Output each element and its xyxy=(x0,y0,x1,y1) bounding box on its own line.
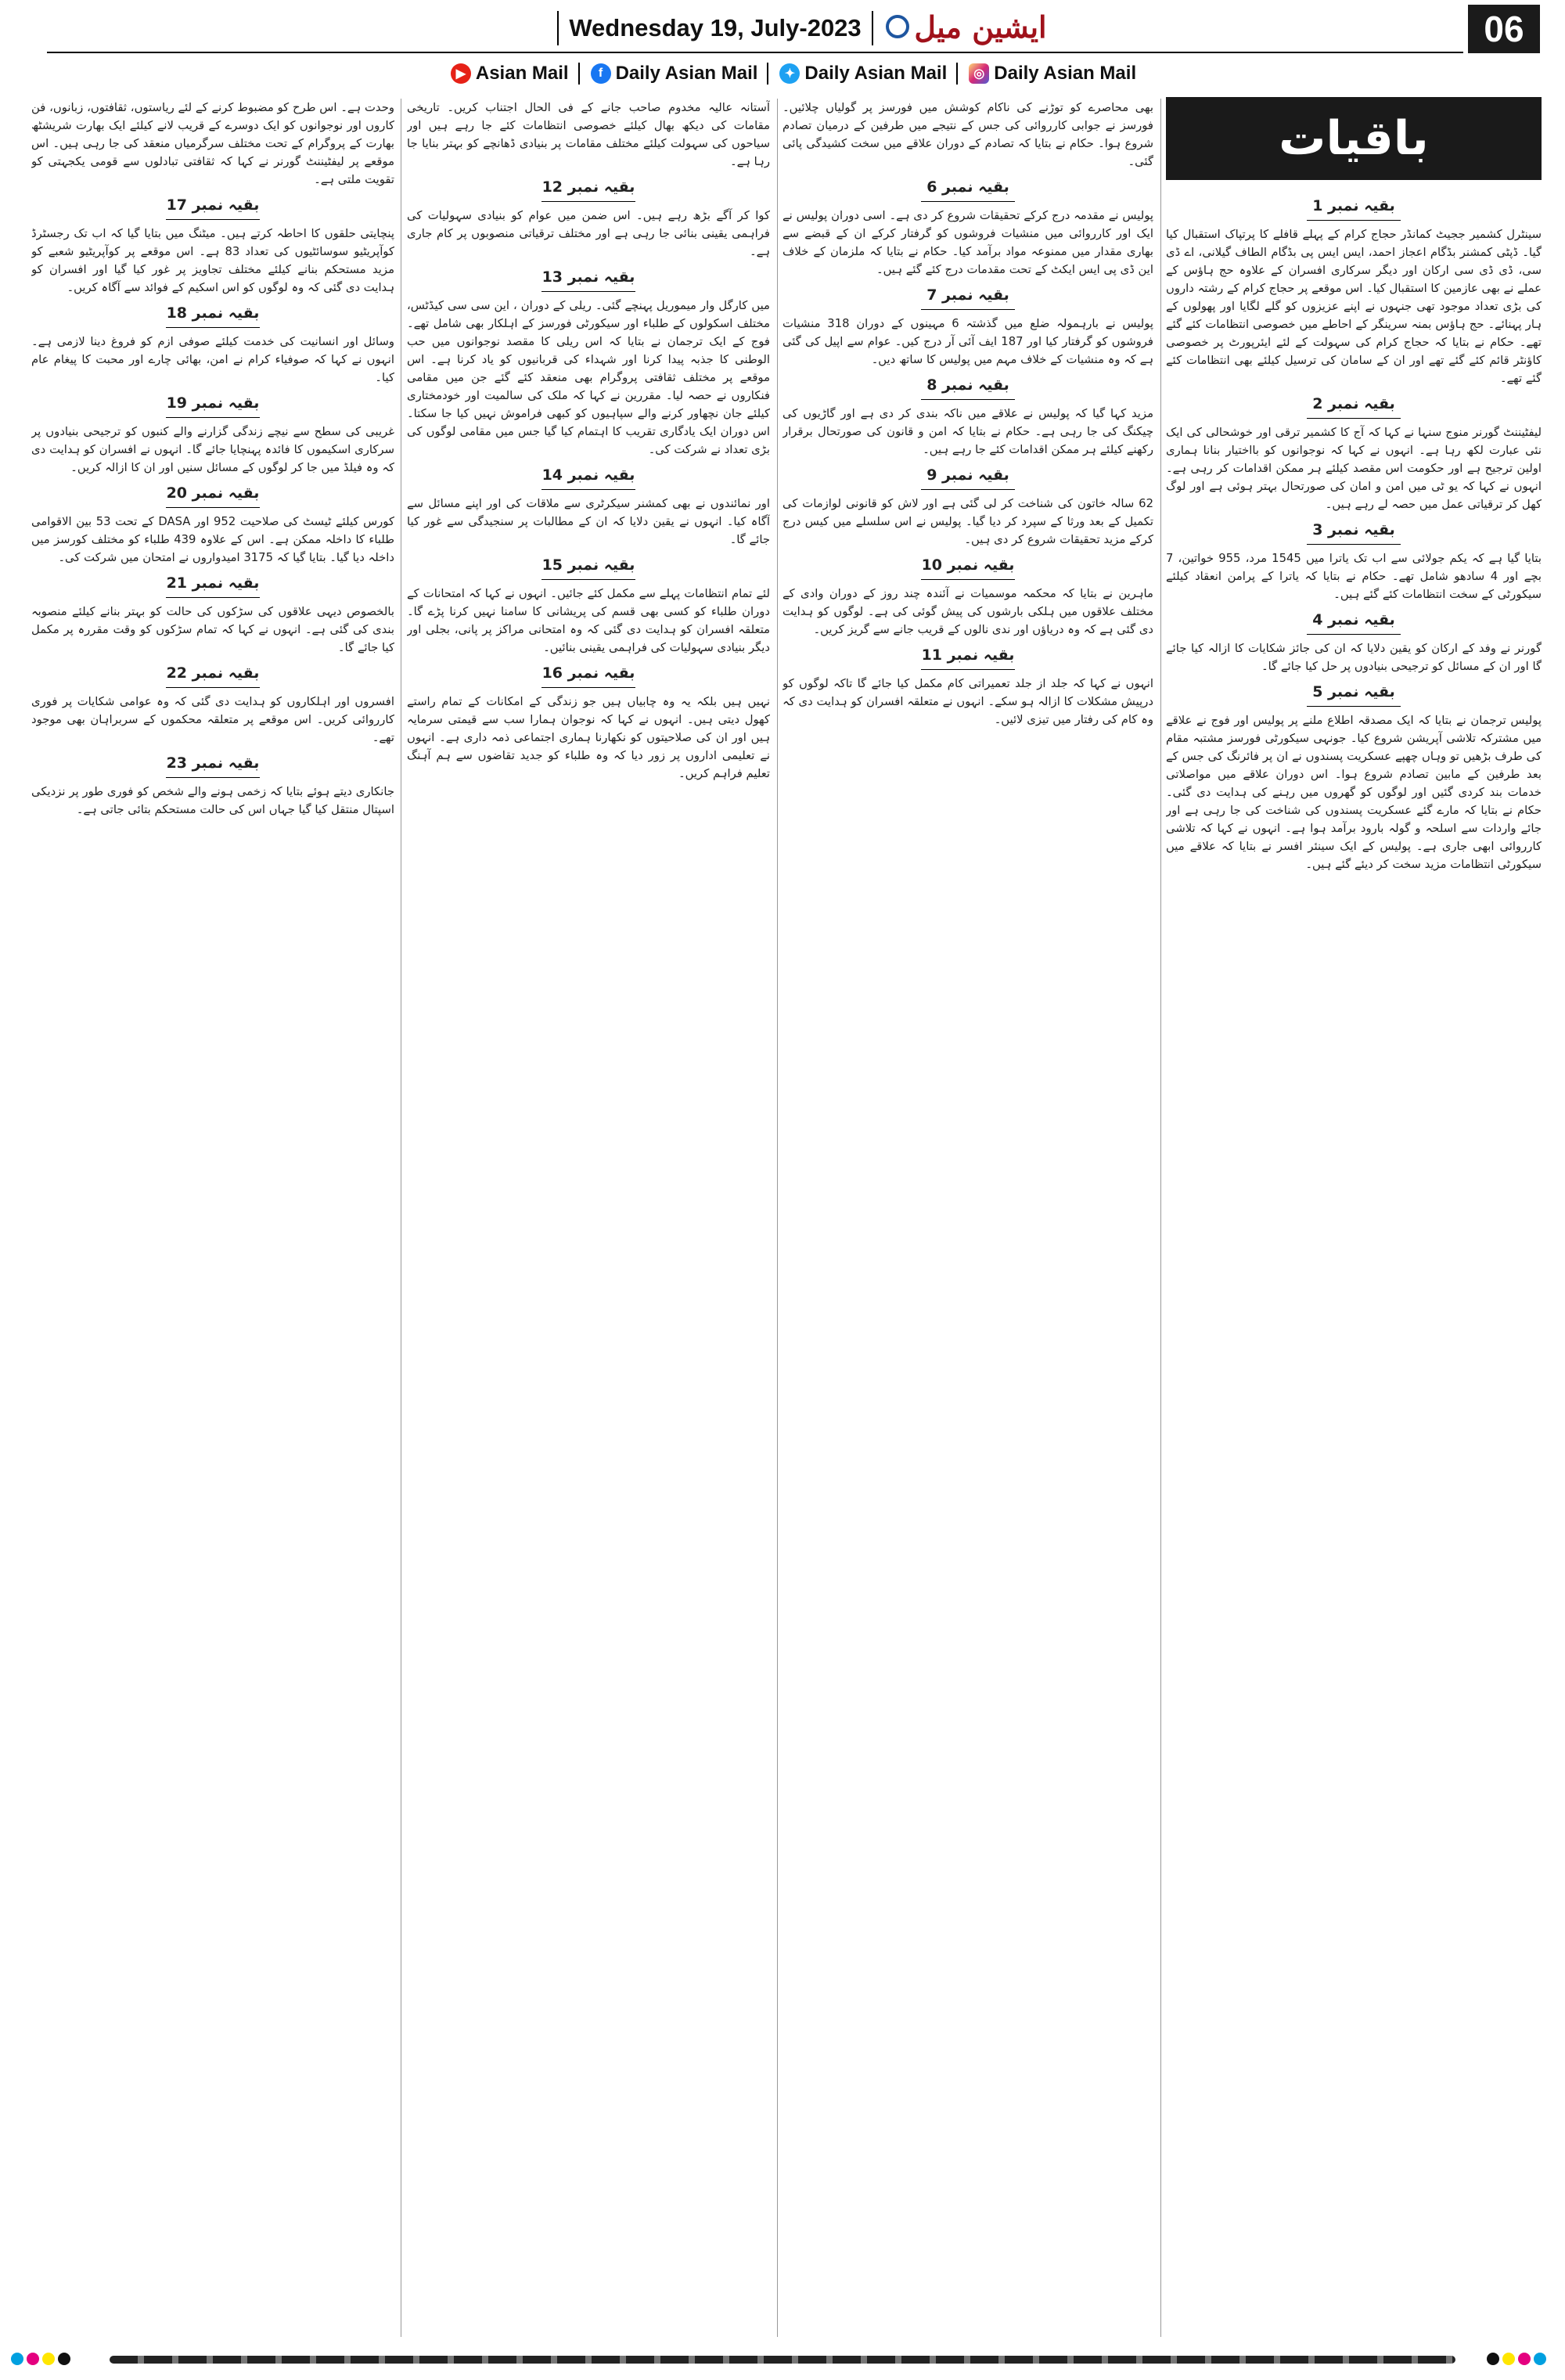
article-block xyxy=(407,556,770,657)
article-text: گورنر نے وفد کے ارکان کو یقین دلایا کہ ان کی جائز شکایات کا ازالہ کیا جائے گا اور ان کے مسائل کو ترجیحی بنیادوں پر حل کیا جائے گا۔ xyxy=(1166,642,1542,673)
article-block xyxy=(1166,197,1542,387)
article-text: پولیس نے مقدمہ درج کرکے تحقیقات شروع کر دی ہے۔ اسی دوران پولیس نے ایک اور کارروائی میں منشیات فروشوں کو گرفتار کرکے ان کے قبضے سے بھاری مقدار میں ممنوعہ مواد برآمد کیا۔ حکام نے بتایا کہ ملزمان کے خلاف این ڈی پی ایس ایکٹ کے تحت مقدمات درج کئے گئے ہیں۔ xyxy=(782,209,1153,276)
article-block xyxy=(1166,611,1542,675)
continuation-heading: بقیہ نمبر 18 xyxy=(31,304,394,328)
article-block xyxy=(782,178,1153,279)
article-block xyxy=(31,99,394,189)
column-2 xyxy=(782,99,1153,2337)
print-strip xyxy=(110,2356,1455,2364)
continuation-heading: بقیہ نمبر 5 xyxy=(1166,683,1542,707)
article-block xyxy=(782,556,1153,639)
article-block xyxy=(31,574,394,657)
article-text: کورس کیلئے ٹیسٹ کی صلاحیت 952 اور DASA کے تحت 53 بین الاقوامی طلباء کا داخلہ ممکن ہے۔ اس کے علاوہ 439 طلباء کو مختلف کورسز میں داخلہ دیا گیا۔ بتایا گیا کہ 3175 امیدواروں نے امتحان میں شرکت کی۔ xyxy=(31,515,394,564)
article-block xyxy=(31,484,394,567)
continuation-heading: بقیہ نمبر 13 xyxy=(407,268,770,292)
column-3 xyxy=(407,99,770,2337)
article-block xyxy=(407,268,770,459)
continuation-heading: بقیہ نمبر 3 xyxy=(1166,521,1542,545)
youtube-icon: ▶ xyxy=(451,63,471,84)
article-block xyxy=(407,178,770,261)
article-block xyxy=(31,394,394,477)
article-text: کوا کر آگے بڑھ رہے ہیں۔ اس ضمن میں عوام کو بنیادی سہولیات کی فراہمی یقینی بنائی جا رہی ہے اور مختلف ترقیاتی منصوبوں پر کام جاری ہے۔ xyxy=(407,209,770,258)
article-text: ماہرین نے بتایا کہ محکمہ موسمیات نے آئندہ چند روز کے دوران وادی کے مختلف علاقوں میں ہلکی بارشوں کی پیش گوئی کی ہے۔ لوگوں کو ہدایت دی گئی ہے کہ وہ دریاؤں اور ندی نالوں کے قریب جانے سے گریز کریں۔ xyxy=(782,587,1153,636)
header-bar xyxy=(0,0,1565,55)
article-text: مزید کہا گیا کہ پولیس نے علاقے میں ناکہ بندی کر دی ہے اور گاڑیوں کی چیکنگ کی جا رہی ہے۔ حکام نے بتایا کہ امن و قانون کی صورتحال برقرار رکھنے کیلئے ہر ممکن اقدامات کئے جا رہے ہیں۔ xyxy=(782,407,1153,456)
continuation-heading: بقیہ نمبر 12 xyxy=(407,178,770,202)
article-block xyxy=(782,466,1153,549)
social-label: Daily Asian Mail xyxy=(994,63,1137,84)
continuation-heading: بقیہ نمبر 19 xyxy=(31,394,394,418)
masthead-logo xyxy=(884,3,1049,50)
article-block xyxy=(782,99,1153,171)
masthead-text: ایشین میل xyxy=(914,9,1047,45)
article-block xyxy=(31,754,394,819)
article-text: لئے تمام انتظامات پہلے سے مکمل کئے جائیں۔ انہوں نے کہا کہ امتحانات کے دوران طلباء کو کسی بھی قسم کی پریشانی کا سامنا نہیں کرنا پڑے گا۔ متعلقہ افسران کو ہدایت دی گئی کہ وہ امتحانی مراکز پر پانی، بجلی اور دیگر بنیادی سہولیات کی فراہمی یقینی بنائیں۔ xyxy=(407,587,770,654)
article-text: آستانہ عالیہ مخدوم صاحب جانے کے فی الحال اجتناب کریں۔ تاریخی مقامات کی دیکھ بھال کیلئے خصوصی انتظامات کئے جا رہے ہیں اور سیاحوں کی سہولت کیلئے مختلف مقامات پر بنیادی ڈھانچے کو بہتر بنایا جا رہا ہے۔ xyxy=(407,101,770,168)
social-label: Daily Asian Mail xyxy=(804,63,948,84)
continuation-heading: بقیہ نمبر 23 xyxy=(31,754,394,778)
social-youtube[interactable] xyxy=(451,63,580,85)
continuation-heading: بقیہ نمبر 4 xyxy=(1166,611,1542,635)
article-text: پولیس نے بارہمولہ ضلع میں گذشتہ 6 مہینوں کے دوران 318 منشیات فروشوں کو گرفتار کیا اور 187 ایف آئی آر درج کیں۔ عوام سے اپیل کی گئی ہے کہ وہ منشیات کے خلاف مہم میں پولیس کا ساتھ دیں۔ xyxy=(782,317,1153,366)
article-text: بالخصوص دیہی علاقوں کی سڑکوں کی حالت کو بہتر بنانے کیلئے منصوبہ بندی کی گئی ہے۔ انہوں نے کہا کہ تمام سڑکوں کو وقت مقررہ پر مکمل کیا جائے گا۔ xyxy=(31,605,394,654)
article-text: 62 سالہ خاتون کی شناخت کر لی گئی ہے اور لاش کو قانونی لوازمات کی تکمیل کے بعد ورثا کے سپرد کر دیا گیا۔ پولیس نے اس سلسلے میں کیس درج کرکے مزید تحقیقات شروع کر دی ہیں۔ xyxy=(782,497,1153,546)
facebook-icon: f xyxy=(591,63,611,84)
article-text: بتایا گیا ہے کہ یکم جولائی سے اب تک یاترا میں 1545 مرد، 955 خواتین، 7 بچے اور 4 سادھو شامل تھے۔ حکام نے بتایا کہ یاترا کے پرامن انعقاد کیلئے سیکورٹی کے سخت انتظامات کئے گئے ہیں۔ xyxy=(1166,552,1542,601)
social-instagram[interactable] xyxy=(969,63,1146,85)
article-block xyxy=(31,304,394,387)
continuation-heading: بقیہ نمبر 2 xyxy=(1166,395,1542,419)
article-block xyxy=(782,376,1153,459)
continuation-heading: بقیہ نمبر 16 xyxy=(407,664,770,688)
column-divider xyxy=(777,99,778,2337)
continuation-heading: بقیہ نمبر 15 xyxy=(407,556,770,580)
article-block xyxy=(1166,395,1542,513)
article-block xyxy=(1166,521,1542,603)
article-text: نہیں ہیں بلکہ یہ وہ چابیاں ہیں جو زندگی کے امکانات کے تمام راستے کھول دیتی ہیں۔ انہوں نے کہا کہ نوجوان ہمارا سب سے قیمتی سرمایہ ہیں اور ان کی صلاحیتوں کو نکھارنا ہماری اجتماعی ذمہ داری ہے۔ انہوں نے تعلیمی اداروں پر زور دیا کہ وہ طلباء کو جدید تقاضوں سے ہم آہنگ تعلیم فراہم کریں۔ xyxy=(407,695,770,780)
social-twitter[interactable] xyxy=(779,63,958,85)
article-block xyxy=(31,196,394,297)
continuation-heading: بقیہ نمبر 22 xyxy=(31,664,394,688)
twitter-icon: ✦ xyxy=(779,63,800,84)
article-block xyxy=(782,646,1153,729)
article-block xyxy=(1166,683,1542,873)
instagram-icon: ◎ xyxy=(969,63,989,84)
article-block xyxy=(31,664,394,747)
article-text: جانکاری دیتے ہوئے بتایا کہ زخمی ہونے والے شخص کو فوری طور پر نزدیکی اسپتال منتقل کیا گیا جہاں اس کی حالت مستحکم بتائی جاتی ہے۔ xyxy=(31,785,394,816)
article-text: اور نمائندوں نے بھی کمشنر سیکرٹری سے ملاقات کی اور اپنے مسائل سے آگاہ کیا۔ انہوں نے یقین دلایا کہ ان کے مطالبات پر سنجیدگی سے غور کیا جائے گا۔ xyxy=(407,497,770,546)
article-text: افسروں اور اہلکاروں کو ہدایت دی گئی کہ وہ عوامی شکایات پر فوری کارروائی کریں۔ اس موقعے پر متعلقہ محکموں کے سربراہان بھی موجود تھے۔ xyxy=(31,695,394,744)
article-text: انہوں نے کہا کہ جلد از جلد تعمیراتی کام مکمل کیا جائے گا تاکہ لوگوں کو درپیش مشکلات کا ازالہ ہو سکے۔ انہوں نے متعلقہ افسران کو ہدایت دی کہ وہ کام کی رفتار میں تیزی لائیں۔ xyxy=(782,677,1153,726)
column-divider xyxy=(1160,99,1161,2337)
social-label: Asian Mail xyxy=(475,63,569,84)
social-label: Daily Asian Mail xyxy=(615,63,758,84)
article-text: وحدت ہے۔ اس طرح کو مضبوط کرنے کے لئے ریاستوں، ثقافتوں، زبانوں، فن کاروں اور نوجوانوں کو ایک دوسرے کے قریب لانے کیلئے ایک بھارت شریشٹھ بھارت کے پروگرام کے تحت مختلف سرگرمیاں منعقد کی جا رہی ہیں۔ اس موقعے پر لیفٹیننٹ گورنر نے کہا کہ ثقافتی تبادلوں سے قومی یکجہتی کو تقویت ملتی ہے۔ xyxy=(31,101,394,186)
article-block xyxy=(782,286,1153,369)
article-text: پولیس ترجمان نے بتایا کہ ایک مصدقہ اطلاع ملنے پر پولیس اور فوج نے علاقے میں مشترکہ تلاشی آپریشن شروع کیا۔ جونہی سیکورٹی فورسز مشتبہ مقام کی طرف بڑھیں تو وہاں چھپے عسکریت پسندوں نے ان پر فائرنگ کی جس کے بعد طرفین کے مابین تصادم شروع ہوا۔ اس دوران علاقے میں مواصلاتی خدمات بند کردی گئیں اور لوگوں کو گھروں میں رہنے کی ہدایت دی گئی۔ حکام نے بتایا کہ مارے گئے عسکریت پسندوں کی شناخت کی جا رہی ہے اور جائے واردات سے اسلحہ و گولہ بارود برآمد ہوا ہے۔ انہوں نے کہا کہ تلاشی کارروائی ابھی جاری ہے۔ پولیس کے ایک سینئر افسر نے بتایا کہ علاقے میں سیکورٹی انتظامات مزید سخت کر دیئے گئے ہیں۔ xyxy=(1166,714,1542,871)
continuation-heading: بقیہ نمبر 10 xyxy=(782,556,1153,580)
dateline: Wednesday 19, July-2023 xyxy=(557,11,873,45)
continuation-heading: بقیہ نمبر 21 xyxy=(31,574,394,598)
color-registration-right xyxy=(1487,2353,1546,2365)
social-facebook[interactable] xyxy=(591,63,769,85)
article-text: وسائل اور انسانیت کی خدمت کیلئے صوفی ازم کو فروغ دینا لازمی ہے۔ انہوں نے کہا کہ صوفیاء کرام نے امن، بھائی چارے اور محبت کا پیغام عام کیا۔ xyxy=(31,335,394,384)
article-text: سینٹرل کشمیر ججیٹ کمانڈر حجاج کرام کے پہلے قافلے کا پرتپاک استقبال کیا گیا۔ ڈپٹی کمشنر بڈگام اعجاز احمد، ایس ایس پی بڈگام الطاف گیلانی، اے ڈی سی، ڈی ڈی سی ارکان اور دیگر سرکاری افسران کے علاوہ حج ہاؤس کے عملے نے بھی عازمین کا استقبال کیا۔ اس موقعے پر حجاج کرام کے رشتہ داروں کی بڑی تعداد موجود تھی جنہوں نے اپنے عزیزوں کو گلے لگایا اور پھولوں کے ہار پہنائے۔ حج ہاؤس بمنہ سرینگر کے احاطے میں خصوصی انتظامات کئے گئے تھے۔ حکام نے بتایا کہ حجاج کرام کی سہولت کے لئے ایئرپورٹ پر خصوصی کاؤنٹر قائم کئے گئے تھے اور ان کے سامان کی ترسیل کیلئے بھی انتظامات کئے گئے تھے۔ xyxy=(1166,228,1542,385)
continuation-heading: بقیہ نمبر 7 xyxy=(782,286,1153,310)
color-registration-left xyxy=(11,2353,70,2365)
continuation-heading: بقیہ نمبر 11 xyxy=(782,646,1153,670)
continuation-heading: بقیہ نمبر 14 xyxy=(407,466,770,490)
section-title: باقیات xyxy=(1166,97,1542,180)
page-number: 06 xyxy=(1468,5,1540,53)
header-divider xyxy=(47,52,1463,53)
article-block xyxy=(407,664,770,783)
column-4 xyxy=(31,99,394,2337)
continuation-heading: بقیہ نمبر 6 xyxy=(782,178,1153,202)
article-text: غریبی کی سطح سے نیچے زندگی گزارنے والے کنبوں کو ترجیحی بنیادوں پر سرکاری اسکیموں کا فائدہ پہنچایا جائے گا۔ انہوں نے افسران کو ہدایت دی کہ وہ فیلڈ میں جا کر لوگوں کے مسائل سنیں اور ان کا ازالہ کریں۔ xyxy=(31,425,394,474)
continuation-heading: بقیہ نمبر 9 xyxy=(782,466,1153,490)
article-text: بھی محاصرے کو توڑنے کی ناکام کوشش میں فورسز پر گولیاں چلائیں۔ فورسز نے جوابی کارروائی کی جس کے نتیجے میں طرفین کے درمیان تصادم شروع ہوا۔ حکام نے بتایا کہ تصادم کے دوران علاقے میں سخت کشیدگی پائی گئی۔ xyxy=(782,101,1153,168)
continuation-heading: بقیہ نمبر 17 xyxy=(31,196,394,220)
article-block xyxy=(407,466,770,549)
continuation-heading: بقیہ نمبر 20 xyxy=(31,484,394,508)
continuation-heading: بقیہ نمبر 8 xyxy=(782,376,1153,400)
column-1 xyxy=(1166,189,1542,2337)
logo-globe-icon xyxy=(886,15,909,38)
article-block xyxy=(407,99,770,171)
article-text: میں کارگل وار میموریل پہنچے گئی۔ ریلی کے دوران ، این سی سی کیڈٹس، مختلف اسکولوں کے طلباء اور سیکورٹی فورسز کے اہلکار بھی شامل تھے۔ فوج کے ایک ترجمان نے بتایا کہ اس ریلی کا مقصد نوجوانوں میں حب الوطنی کا جذبہ پیدا کرنا اور شہداء کی قربانیوں کو یاد کرنا ہے۔ اس موقعے پر مختلف ثقافتی پروگرام بھی منعقد کئے گئے جن میں مقامی فنکاروں نے حصہ لیا۔ مقررین نے کہا کہ ملک کی سالمیت اور خودمختاری کیلئے جان نچھاور کرنے والے سپاہیوں کو کبھی فراموش نہیں کیا جا سکتا۔ اس دوران ایک یادگاری تقریب کا اہتمام کیا گیا جس میں مقامی لوگوں کی بڑی تعداد نے شرکت کی۔ xyxy=(407,299,770,456)
continuation-heading: بقیہ نمبر 1 xyxy=(1166,197,1542,221)
article-text: لیفٹیننٹ گورنر منوج سنہا نے کہا کہ آج کا کشمیر ترقی اور خوشحالی کی ایک نئی عبارت لکھ رہا ہے۔ انہوں نے کہا کہ نوجوانوں کو بااختیار بنانا ہماری اولین ترجیح ہے اور حکومت اس مقصد کیلئے ہر ممکن اقدامات کر رہی ہے۔ انہوں نے کہا کہ یو ٹی میں امن و امان کی صورتحال بہتر ہوئی ہے اور لوگ کھل کر ترقیاتی عمل میں حصہ لے رہے ہیں۔ xyxy=(1166,426,1542,511)
social-links xyxy=(407,56,1189,91)
article-text: پنچایتی حلقوں کا احاطہ کرتے ہیں۔ میٹنگ میں بتایا گیا کہ اب تک رجسٹرڈ کوآپریٹیو سوسائٹیوں کی تعداد 83 ہے۔ اس موقعے پر کوآپریٹیو شعبے کو مزید مستحکم بنانے کیلئے مختلف تجاویز پر غور کیا گیا اور افسران کو ہدایت دی گئی کہ وہ لوگوں کو اس اسکیم کے فوائد سے آگاہ کریں۔ xyxy=(31,227,394,294)
